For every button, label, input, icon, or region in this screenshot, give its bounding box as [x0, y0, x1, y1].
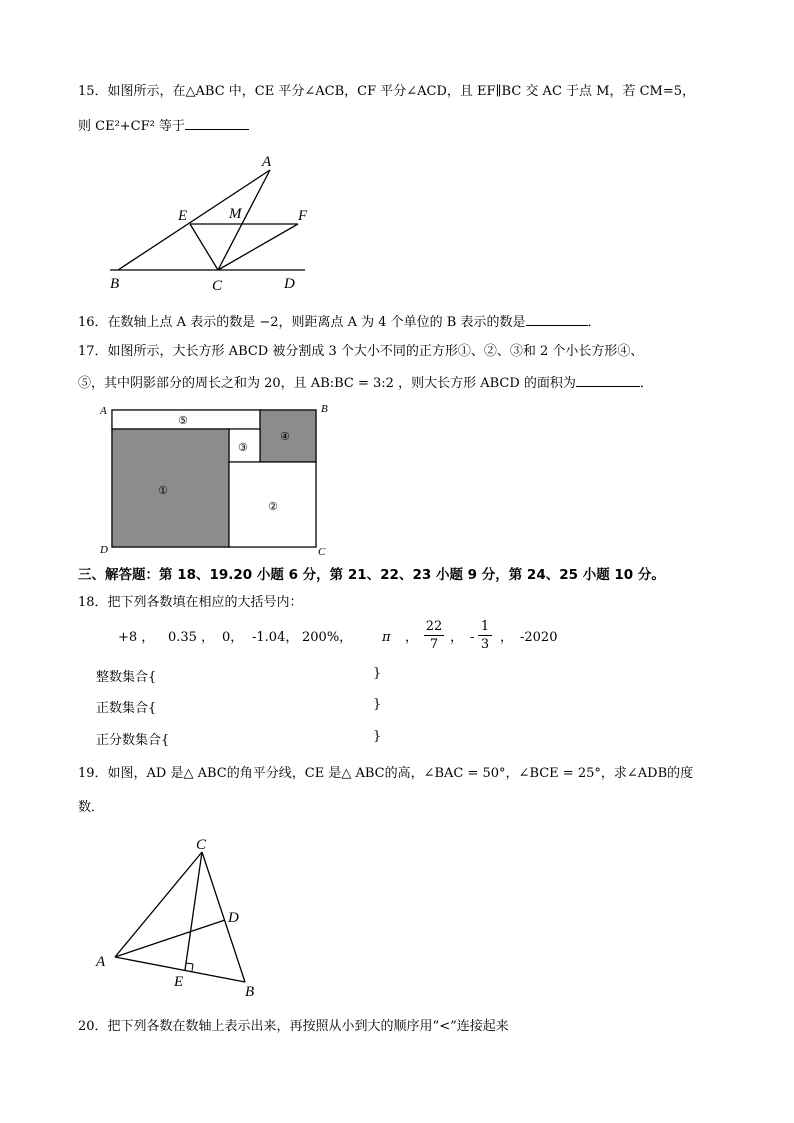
q18-line1: 18．把下列各数填在相应的大括号内：: [78, 595, 303, 610]
q17-line2: ⑤，其中阴影部分的周长之和为 20，且 AB:BC = 3:2 ，则大长方形 ABCD 的面积为 ．: [78, 376, 653, 391]
label-e: E: [178, 208, 188, 224]
label-d: D: [100, 544, 108, 556]
label-a: A: [100, 405, 107, 417]
line-ad: [115, 920, 225, 957]
label-n3: ③: [238, 441, 248, 454]
q20-line1: 20．把下列各数在数轴上表示出来，再按照从小到大的顺序用“<”连接起来: [78, 1019, 509, 1034]
q17-answer-blank[interactable]: [576, 374, 640, 387]
q18-num: -1.04，: [252, 630, 299, 645]
q17-figure: [96, 400, 336, 560]
q18-set-integers[interactable]: 整数集合{: [96, 670, 157, 685]
q18-num: 0，: [222, 630, 244, 645]
q18-num: +8 ，: [118, 630, 155, 645]
label-c: C: [318, 546, 326, 558]
line-ba: [118, 170, 270, 270]
q18-num: ，: [500, 630, 514, 645]
label-d: D: [284, 276, 295, 292]
label-d: D: [228, 910, 239, 926]
label-n5: ⑤: [178, 414, 188, 427]
q17-line1: 17．如图所示，大长方形 ABCD 被分割成 3 个大小不同的正方形①、②、③和 2 个小长方形④、: [78, 344, 644, 359]
label-f: F: [298, 208, 308, 224]
q18-num: -2020: [520, 630, 558, 645]
q18-fraction-1-3: 1 3: [478, 619, 492, 652]
q18-num: -: [470, 630, 475, 645]
q18-num: ，: [405, 630, 419, 645]
q18-fraction-22-7: 22 7: [425, 619, 443, 652]
label-b: B: [321, 403, 328, 415]
q18-set-positives-close: }: [373, 697, 382, 712]
q16-line1: 16．在数轴上点 A 表示的数是 −2，则距离点 A 为 4 个单位的 B 表示的数是 ．: [78, 315, 601, 330]
q18-set-positive-fractions-close: }: [373, 729, 382, 744]
line-ec: [190, 224, 218, 270]
label-e: E: [174, 974, 184, 990]
q19-line1: 19．如图，AD 是△ ABC的角平分线，CE 是△ ABC的高，∠BAC = 50°，∠BCE = 25°，求∠ADB的度: [78, 766, 694, 781]
q19-figure: [90, 830, 280, 1005]
label-n2: ②: [268, 500, 278, 513]
q18-num: ，: [450, 630, 464, 645]
q18-num: 0.35 ，: [168, 630, 215, 645]
section-3-heading: 三、解答题：第 18、19.20 小题 6 分，第 21、22、23 小题 9 分，第 24、25 小题 10 分。: [78, 567, 665, 583]
q15-line2: 则 CE²+CF² 等于: [78, 117, 249, 135]
label-c: C: [212, 278, 223, 294]
q18-num: 200%，: [302, 630, 353, 645]
q19-line2: 数．: [78, 800, 105, 815]
square-1: [112, 429, 229, 547]
label-b: B: [245, 984, 255, 1000]
label-c: C: [196, 837, 207, 853]
q15-answer-blank[interactable]: [185, 117, 249, 130]
q18-set-positive-fractions[interactable]: 正分数集合{: [96, 733, 170, 748]
label-b: B: [110, 276, 120, 292]
label-a: A: [96, 954, 106, 970]
q16-answer-blank[interactable]: [526, 313, 588, 326]
label-m: M: [229, 206, 242, 222]
label-n4: ④: [280, 430, 290, 443]
q18-num-pi: π: [382, 630, 391, 645]
label-n1: ①: [158, 484, 168, 497]
q18-set-positives[interactable]: 正数集合{: [96, 701, 157, 716]
q18-set-integers-close: }: [373, 666, 382, 681]
q15-figure: [100, 148, 320, 298]
right-angle-mark: [186, 963, 193, 971]
q15-line1: 15．如图所示，在△ABC 中，CE 平分∠ACB，CF 平分∠ACD，且 EF∥BC 交 AC 于点 M，若 CM=5，: [78, 84, 696, 99]
label-a: A: [262, 154, 272, 170]
